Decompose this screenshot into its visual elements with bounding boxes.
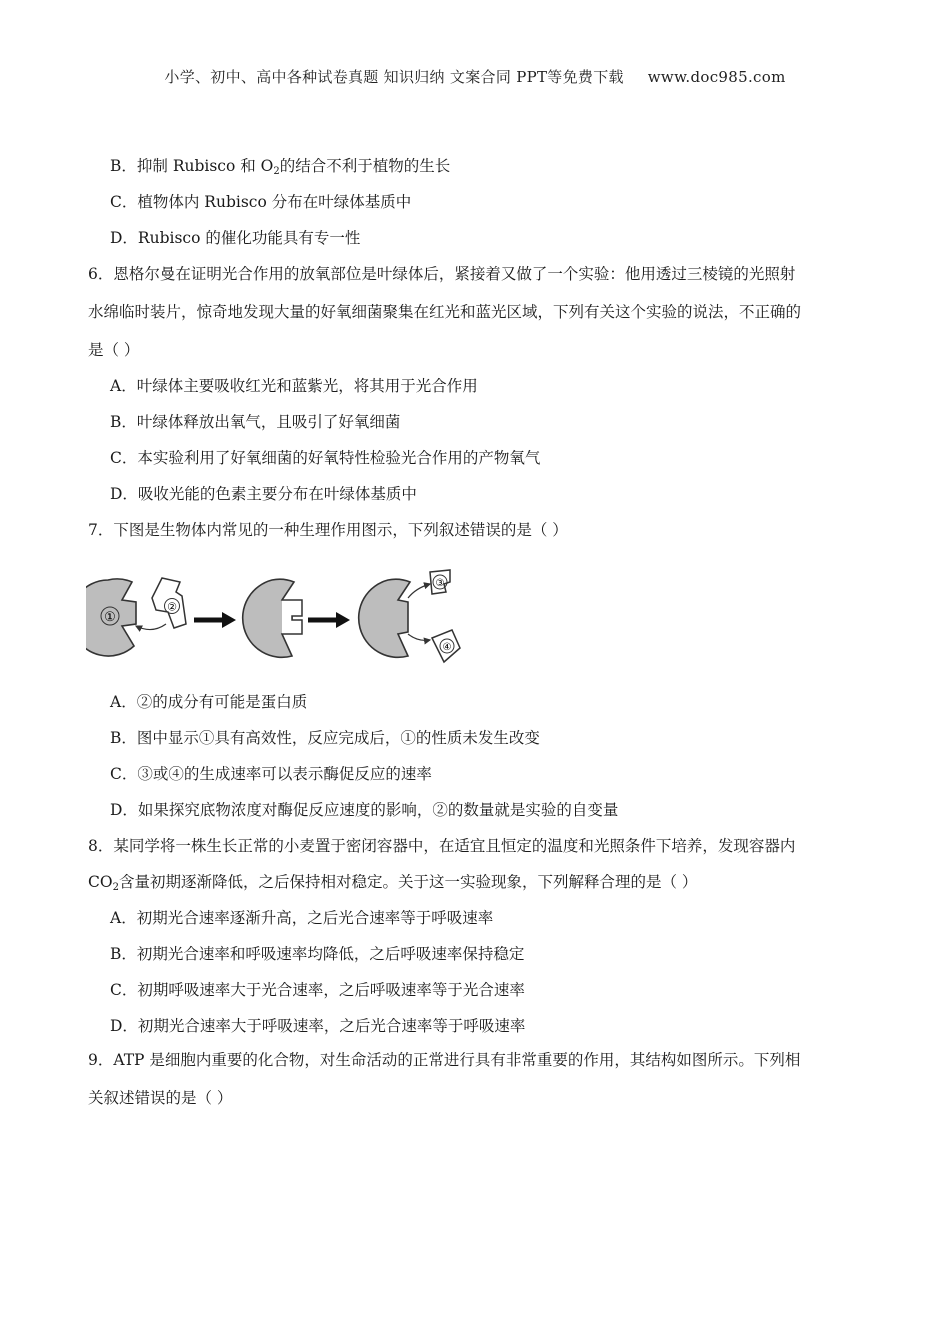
q5-option-b: B．抑制 Rubisco 和 $O_2$的结合不利于植物的生长 [110,157,451,177]
product-arrow-4 [408,634,430,640]
q7-stem: 7．下图是生物体内常见的一种生理作用图示，下列叙述错误的是（ ） [88,521,568,539]
q6-stem-line-1: 6．恩格尔曼在证明光合作用的放氧部位是叶绿体后，紧接着又做了一个实验：他用透过三棱镜的光照射 [88,265,796,283]
label-2: ② [167,600,177,614]
process-arrow-1-head [222,612,236,628]
q7-option-a: A．②的成分有可能是蛋白质 [110,693,308,711]
q8-stem-line-2: $CO_2$含量初期逐渐降低，之后保持相对稳定。关于这一实验现象，下列解释合理的是（ ） [88,873,698,893]
header-text: 小学、初中、高中各种试卷真题 知识归纳 文案合同 PPT等免费下载 [164,68,624,86]
q8-option-c: C．初期呼吸速率大于光合速率，之后呼吸速率等于光合速率 [110,981,525,999]
bound-substrate [282,600,302,634]
q6-option-d: D．吸收光能的色素主要分布在叶绿体基质中 [110,485,417,503]
q5-option-d: D．Rubisco 的催化功能具有专一性 [110,229,361,247]
q7-option-d: D．如果探究底物浓度对酶促反应速度的影响，②的数量就是实验的自变量 [110,801,619,819]
q8-option-b: B．初期光合速率和呼吸速率均降低，之后呼吸速率保持稳定 [110,945,525,963]
q8-stem-line-1: 8．某同学将一株生长正常的小麦置于密闭容器中，在适宜且恒定的温度和光照条件下培养，发现容器内 [88,837,796,855]
q6-option-c: C．本实验利用了好氧细菌的好氧特性检验光合作用的产物氧气 [110,449,541,467]
label-3: ③ [435,578,445,589]
q9-stem-line-1: 9．ATP 是细胞内重要的化合物，对生命活动的正常进行具有非常重要的作用，其结构如图所示。下列相 [88,1051,801,1069]
q6-option-b: B．叶绿体释放出氧气，且吸引了好氧细菌 [110,413,401,431]
q8-option-a: A．初期光合速率逐渐升高，之后光合速率等于呼吸速率 [110,909,494,927]
process-arrow-2-head [336,612,350,628]
q6-stem-line-3: 是（ ） [88,341,140,359]
q5-option-c: C．植物体内 Rubisco 分布在叶绿体基质中 [110,193,412,211]
enzyme-shape-3 [359,579,410,657]
q8-option-d: D．初期光合速率大于呼吸速率，之后光合速率等于呼吸速率 [110,1017,526,1035]
binding-arrow [136,624,166,630]
enzyme-reaction-figure [86,568,466,664]
q9-stem-line-2: 关叙述错误的是（ ） [88,1089,233,1107]
q7-option-c: C．③或④的生成速率可以表示酶促反应的速率 [110,765,432,783]
label-1: ① [104,610,116,625]
q7-option-b: B．图中显示①具有高效性，反应完成后，①的性质未发生改变 [110,729,540,747]
q6-option-a: A．叶绿体主要吸收红光和蓝紫光，将其用于光合作用 [110,377,478,395]
page-header [0,66,950,87]
q6-stem-line-2: 水绵临时装片，惊奇地发现大量的好氧细菌聚集在红光和蓝光区域，下列有关这个实验的说法，不正确的 [88,303,802,321]
product-arrow-3 [408,584,430,598]
label-4: ④ [442,642,452,653]
header-url[interactable]: www.doc985.com [647,68,786,86]
